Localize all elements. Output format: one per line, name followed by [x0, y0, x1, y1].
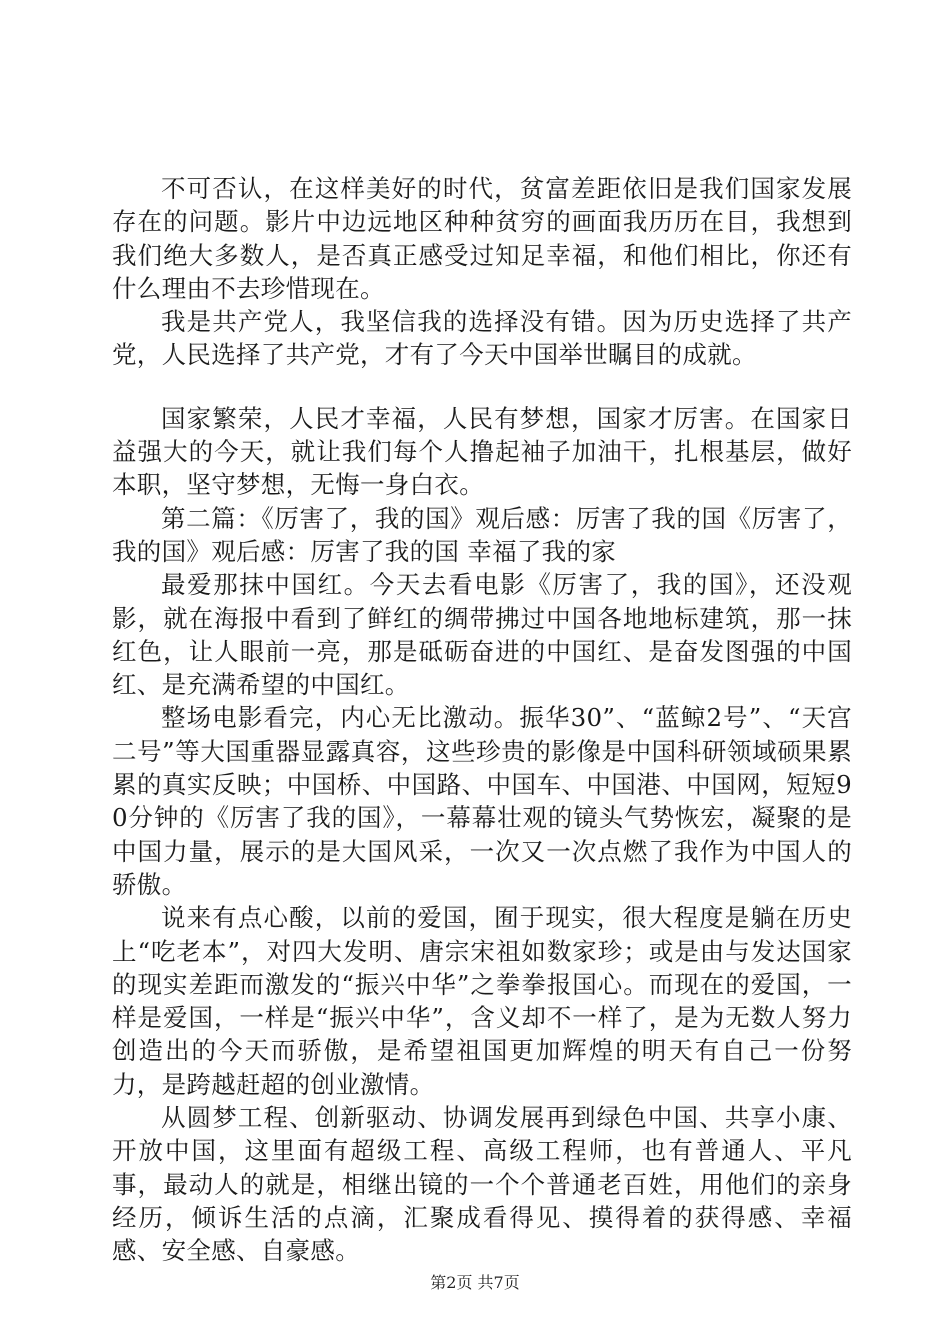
paragraph-movie-impression: 整场电影看完，内心无比激动。振华30”、“蓝鲸2号”、“天宫二号”等大国重器显露真容，这些珍贵的影像是中国科研领域硕果累累的真实反映；中国桥、中国路、中国车、中国港、中国网，短短90分钟的《厉害了我的国》，一幕幕壮观的镜头气势恢宏，凝聚的是中国力量，展示的是大国风采，一次又一次点燃了我作为中国人的骄傲。 [112, 703, 852, 899]
paragraph-section-title: 第二篇：《厉害了，我的国》观后感：厉害了我的国《厉害了，我的国》观后感：厉害了我的国 幸福了我的家 [112, 503, 852, 566]
document-body [112, 172, 852, 1268]
paragraph-ordinary-people: 从圆梦工程、创新驱动、协调发展再到绿色中国、共享小康、开放中国，这里面有超级工程、高级工程师，也有普通人、平凡事，最动人的就是，相继出镜的一个个普通老百姓，用他们的亲身经历，倾诉生活的点滴，汇聚成看得见、摸得着的获得感、幸福感、安全感、自豪感。 [112, 1103, 852, 1266]
paragraph-patriotism: 说来有点心酸，以前的爱国，囿于现实，很大程度是躺在历史上“吃老本”，对四大发明、唐宗宋祖如数家珍；或是由与发达国家的现实差距而激发的“振兴中华”之拳拳报国心。而现在的爱国，一样是爱国，一样是“振兴中华”，含义却不一样了，是为无数人努力创造出的今天而骄傲，是希望祖国更加辉煌的明天有自己一份努力，是跨越赶超的创业激情。 [112, 903, 852, 1099]
paragraph-party-member: 我是共产党人，我坚信我的选择没有错。因为历史选择了共产党，人民选择了共产党，才有了今天中国举世瞩目的成就。 [112, 307, 852, 370]
paragraph-gap [112, 372, 852, 402]
paragraph-wealth-gap: 不可否认，在这样美好的时代，贫富差距依旧是我们国家发展存在的问题。影片中边远地区种种贫穷的画面我历历在目，我想到我们绝大多数人，是否真正感受过知足幸福，和他们相比，你还有什么理由不去珍惜现在。 [112, 174, 852, 303]
paragraph-national-prosperity: 国家繁荣，人民才幸福，人民有梦想，国家才厉害。在国家日益强大的今天，就让我们每个人撸起袖子加油干，扎根基层，做好本职，坚守梦想，无悔一身白衣。 [112, 403, 852, 500]
page-number-footer: 第2页 共7页 [430, 1273, 520, 1292]
paragraph-china-red: 最爱那抹中国红。今天去看电影《厉害了，我的国》，还没观影，就在海报中看到了鲜红的绸带拂过中国各地地标建筑，那一抹红色，让人眼前一亮，那是砥砺奋进的中国红、是奋发图强的中国红、是充满希望的中国红。 [112, 570, 852, 700]
